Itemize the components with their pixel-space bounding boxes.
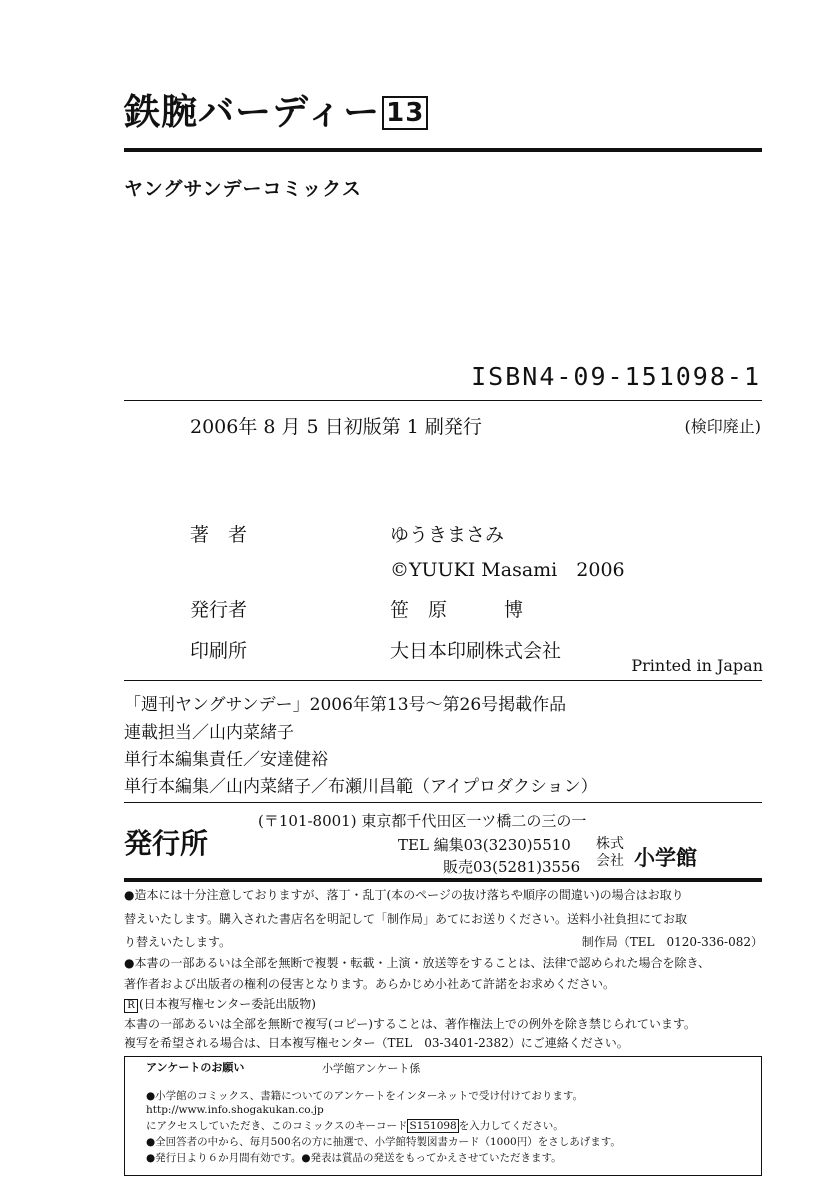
jrrc-r-mark: R (124, 999, 138, 1013)
jrrc-notice-2: 複写を希望される場合は、日本複写権センター（TEL 03-3401-2382）にご連絡ください。 (124, 1036, 629, 1050)
volume-number: 13 (382, 96, 428, 130)
serial-line-1: 「週刊ヤングサンデー」2006年第13号～第26号掲載作品 (124, 695, 567, 715)
survey-line-3-post: を入力してください。 (458, 1120, 564, 1132)
serial-line-4: 単行本編集／山内菜緒子／布瀬川昌範（アイプロダクション） (124, 777, 598, 797)
publication-date: 2006年 8 月 5 日初版第 1 刷発行 (190, 416, 482, 438)
defect-notice-1: ●造本には十分注意しておりますが、落丁・乱丁(本のページの抜け落ちや順序の間違い)の場合はお取り (124, 888, 684, 902)
jrrc-notice-1: 本書の一部あるいは全部を無断で複写(コピー)することは、著作権法上での例外を除き禁じられています。 (124, 1017, 696, 1031)
corp-top: 株式 (596, 836, 624, 852)
jrrc-heading (124, 995, 316, 1013)
corp-bottom: 会社 (596, 853, 624, 869)
survey-dept: 小学館アンケート係 (322, 1062, 421, 1075)
isbn-rule (124, 400, 762, 401)
survey-key-code: S151098 (409, 1120, 457, 1132)
credit-author: ゆうきまさみ (390, 524, 505, 546)
defect-notice-2: 替えいたします。購入された書店名を明記して「制作局」あてにお送りください。送料小社負担にてお取 (124, 912, 688, 926)
copyright-notice-1: ●本書の一部あるいは全部を無断で複製・転載・上演・放送等をすることは、法律で認められた場合を除き、 (124, 956, 710, 970)
survey-line-1: ●小学館のコミックス、書籍についてのアンケートをインターネットで受け付けております。 (146, 1090, 584, 1102)
production-bureau: 制作局（TEL 0120-336-082） (581, 935, 763, 949)
credits-rule (124, 680, 762, 681)
survey-line-5: ●発行日より６か月間有効です。●発表は賞品の発送をもってかえさせていただきます。 (146, 1152, 562, 1164)
serial-rule (124, 802, 762, 803)
credit-label-issuer: 発行者 (190, 599, 248, 621)
credit-copyright: ©YUUKI Masami 2006 (390, 559, 625, 581)
corporation-mark (596, 836, 624, 870)
isbn: ISBN4-09-151098-1 (471, 362, 761, 391)
serial-line-3: 単行本編集責任／安達健裕 (124, 750, 328, 770)
survey-heading: アンケートのお願い (146, 1061, 245, 1074)
publisher-tel-sales: 販売03(5281)3556 (443, 858, 581, 876)
survey-line-4: ●全回答者の中から、毎月500名の方に抽選で、小学館特製図書カード（1000円）をさしあげます。 (146, 1136, 621, 1148)
serial-line-2: 連載担当／山内菜緒子 (124, 723, 294, 743)
publisher-office-label: 発行所 (124, 827, 209, 860)
credit-label-printer: 印刷所 (190, 640, 248, 662)
title-text: 鉄腕バーディー (124, 92, 381, 133)
publisher-address: (〒101-8001) 東京都千代田区一ツ橋二の三の一 (258, 812, 587, 830)
survey-line-3 (146, 1118, 564, 1133)
copyright-notice-2: 著作者および出版者の権利の侵害となります。あらかじめ小社あて許諾をお求めください。 (124, 977, 616, 991)
printed-in-japan: Printed in Japan (631, 656, 763, 675)
jrrc-label: (日本複写権センター委託出版物) (139, 997, 316, 1011)
series-name: ヤングサンデーコミックス (124, 178, 362, 200)
credit-printer: 大日本印刷株式会社 (390, 640, 562, 662)
credit-issuer: 笹 原 博 (390, 599, 524, 621)
credit-label-author: 著 者 (190, 524, 248, 546)
title-rule (124, 148, 762, 152)
defect-notice-3: り替えいたします。 (124, 935, 232, 949)
publisher-tel-editorial: TEL 編集03(3230)5510 (398, 836, 571, 854)
seal-note: (検印廃止) (684, 417, 761, 436)
survey-url: http://www.info.shogakukan.co.jp (146, 1104, 324, 1116)
publisher-name: 小学館 (634, 846, 697, 870)
survey-line-3-pre: にアクセスしていただき、このコミックスのキーコード (146, 1120, 408, 1132)
book-title (124, 84, 428, 135)
publisher-rule (124, 878, 762, 882)
